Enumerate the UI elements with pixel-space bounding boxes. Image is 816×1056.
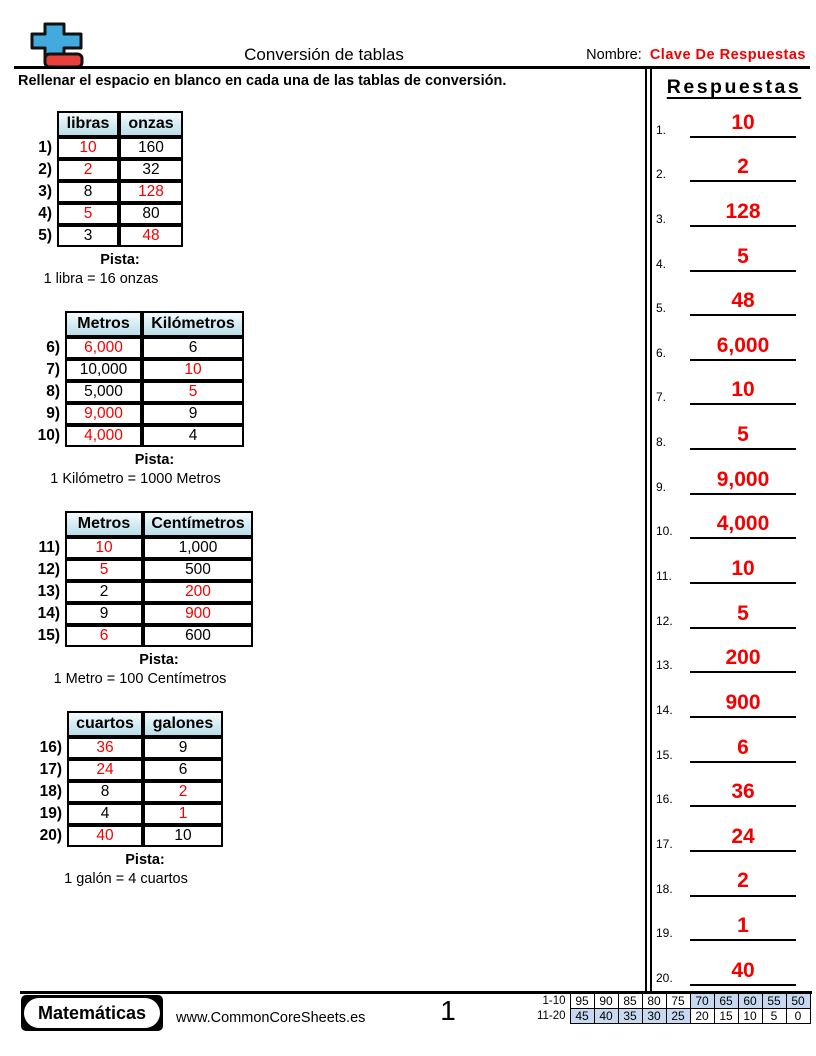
answer-number: 10. <box>656 524 673 539</box>
table-cell-left: 9,000 <box>65 403 142 425</box>
table-row <box>19 181 183 203</box>
hint-label: Pista: <box>100 252 140 268</box>
score-table <box>530 993 811 1024</box>
answer-number: 5. <box>656 301 667 316</box>
answer-value: 128 <box>690 201 796 227</box>
conversion-table <box>29 711 223 887</box>
name-value: Clave De Respuestas <box>649 47 806 63</box>
hint-text: 1 Kilómetro = 1000 Metros <box>50 471 221 487</box>
score-cell: 90 <box>594 994 618 1009</box>
brand-badge <box>21 995 163 1031</box>
conversion-table-grid <box>27 311 244 447</box>
table-row <box>27 581 253 603</box>
site-url: www.CommonCoreSheets.es <box>176 1010 366 1026</box>
score-cell: 30 <box>642 1009 666 1024</box>
row-number: 7) <box>46 361 60 378</box>
table-cell-left: 10 <box>57 137 119 159</box>
answer-row <box>656 495 796 540</box>
page-number: 1 <box>440 995 456 1026</box>
row-number: 5) <box>38 227 52 244</box>
table-cell-left: 9 <box>65 603 143 625</box>
table-cell-left: 3 <box>57 225 119 247</box>
answer-row <box>656 941 796 986</box>
table-cell-right: 4 <box>142 425 244 447</box>
row-number: 12) <box>37 561 60 578</box>
answer-row <box>656 763 796 808</box>
row-number: 20) <box>39 827 62 844</box>
row-number: 11) <box>38 539 60 556</box>
answers-list <box>656 93 796 986</box>
table-header-row <box>27 511 253 537</box>
table-cell-right: 5 <box>142 381 244 403</box>
score-cell: 20 <box>690 1009 714 1024</box>
table-row <box>19 225 183 247</box>
table-cell-left: 6,000 <box>65 337 142 359</box>
table-header-row <box>27 311 244 337</box>
answer-value: 6,000 <box>690 335 796 361</box>
row-number: 17) <box>39 761 62 778</box>
row-number: 15) <box>37 627 60 644</box>
column-header-left: libras <box>57 111 119 137</box>
answer-row <box>656 807 796 852</box>
answer-value: 1 <box>690 915 796 941</box>
answer-number: 11. <box>656 569 672 584</box>
score-cell: 55 <box>762 994 786 1009</box>
answer-number: 7. <box>656 390 667 405</box>
table-cell-left: 10 <box>65 537 143 559</box>
table-cell-right: 9 <box>143 737 223 759</box>
table-cell-right: 80 <box>119 203 183 225</box>
header-spacer <box>29 711 67 737</box>
row-number: 9) <box>46 405 60 422</box>
table-cell-left: 6 <box>65 625 143 647</box>
answer-row <box>656 405 796 450</box>
header-spacer <box>27 311 65 337</box>
score-cell: 25 <box>666 1009 690 1024</box>
row-number: 1) <box>38 139 52 156</box>
table-cell-left: 2 <box>65 581 143 603</box>
answer-row <box>656 897 796 942</box>
table-row <box>29 759 223 781</box>
table-cell-left: 8 <box>57 181 119 203</box>
table-cell-right: 6 <box>143 759 223 781</box>
table-cell-right: 500 <box>143 559 253 581</box>
table-row <box>29 781 223 803</box>
answer-value: 5 <box>690 246 796 272</box>
hint-label: Pista: <box>139 652 179 668</box>
answer-value: 900 <box>690 692 796 718</box>
score-row-label: 11-20 <box>536 1010 566 1022</box>
score-cell: 15 <box>714 1009 738 1024</box>
column-header-right: galones <box>143 711 223 737</box>
answer-number: 9. <box>656 479 667 494</box>
answer-row <box>656 852 796 897</box>
answer-value: 10 <box>690 558 796 584</box>
answer-number: 4. <box>656 256 667 271</box>
answer-number: 18. <box>656 881 673 896</box>
conversion-table <box>27 511 253 687</box>
table-row <box>19 203 183 225</box>
table-row <box>27 603 253 625</box>
column-header-left: Metros <box>65 511 143 537</box>
table-row <box>27 337 244 359</box>
conversion-table-grid <box>19 111 183 247</box>
score-row <box>530 1009 810 1024</box>
answer-row <box>656 93 796 138</box>
table-header-row <box>29 711 223 737</box>
column-header-right: onzas <box>119 111 183 137</box>
answer-value: 40 <box>690 960 796 986</box>
answer-value: 2 <box>690 870 796 896</box>
table-cell-right: 2 <box>143 781 223 803</box>
conversion-table <box>27 311 244 487</box>
row-number: 14) <box>37 605 60 622</box>
answer-number: 16. <box>656 792 673 807</box>
answers-title: Respuestas <box>666 76 802 98</box>
answer-value: 4,000 <box>690 513 796 539</box>
answer-row <box>656 673 796 718</box>
table-cell-left: 5 <box>65 559 143 581</box>
answer-value: 5 <box>690 603 796 629</box>
conversion-table <box>19 111 183 287</box>
answers-divider <box>645 69 652 993</box>
score-cell: 40 <box>594 1009 618 1024</box>
header-spacer <box>19 111 57 137</box>
table-cell-right: 6 <box>142 337 244 359</box>
answer-value: 10 <box>690 379 796 405</box>
answer-number: 13. <box>656 658 673 673</box>
answer-row <box>656 182 796 227</box>
table-row <box>29 803 223 825</box>
name-label: Nombre: <box>586 47 642 63</box>
score-cell: 5 <box>762 1009 786 1024</box>
answer-row <box>656 361 796 406</box>
table-header-row <box>19 111 183 137</box>
score-cell: 95 <box>570 994 594 1009</box>
table-row <box>19 159 183 181</box>
column-header-right: Kilómetros <box>142 311 244 337</box>
table-cell-left: 24 <box>67 759 143 781</box>
score-cell: 10 <box>738 1009 762 1024</box>
table-row <box>27 625 253 647</box>
row-number: 10) <box>37 427 60 444</box>
table-cell-right: 10 <box>142 359 244 381</box>
conversion-table-grid <box>29 711 223 847</box>
table-cell-right: 1 <box>143 803 223 825</box>
conversion-table-grid <box>27 511 253 647</box>
row-number: 13) <box>37 583 60 600</box>
answer-number: 6. <box>656 345 667 360</box>
score-cell: 75 <box>666 994 690 1009</box>
answer-value: 10 <box>690 112 796 138</box>
answer-number: 20. <box>656 970 673 985</box>
table-row <box>27 381 244 403</box>
answer-number: 14. <box>656 702 673 717</box>
table-cell-left: 5 <box>57 203 119 225</box>
table-cell-right: 9 <box>142 403 244 425</box>
hint-text: 1 galón = 4 cuartos <box>64 871 188 887</box>
answer-row <box>656 539 796 584</box>
column-header-left: Metros <box>65 311 142 337</box>
table-row <box>27 537 253 559</box>
answer-value: 5 <box>690 424 796 450</box>
answer-value: 24 <box>690 826 796 852</box>
answer-number: 1. <box>656 122 667 137</box>
table-cell-right: 200 <box>143 581 253 603</box>
table-row <box>27 425 244 447</box>
row-number: 4) <box>38 205 52 222</box>
answer-row <box>656 450 796 495</box>
row-number: 3) <box>38 183 52 200</box>
table-cell-left: 4,000 <box>65 425 142 447</box>
score-grid <box>530 993 811 1024</box>
answer-value: 200 <box>690 647 796 673</box>
answer-value: 9,000 <box>690 469 796 495</box>
table-row <box>29 737 223 759</box>
table-row <box>27 403 244 425</box>
instruction-text: Rellenar el espacio en blanco en cada una de las tablas de conversión. <box>18 73 507 89</box>
answers-panel <box>652 69 816 992</box>
answer-value: 2 <box>690 156 796 182</box>
answer-number: 2. <box>656 167 667 182</box>
page-title: Conversión de tablas <box>244 45 404 64</box>
row-number: 16) <box>39 739 62 756</box>
answer-number: 8. <box>656 435 667 450</box>
answer-number: 12. <box>656 613 673 628</box>
column-header-right: Centímetros <box>143 511 253 537</box>
table-row <box>19 137 183 159</box>
answer-number: 15. <box>656 747 673 762</box>
table-row <box>27 359 244 381</box>
row-number: 18) <box>39 783 62 800</box>
table-cell-left: 40 <box>67 825 143 847</box>
header-spacer <box>27 511 65 537</box>
row-number: 8) <box>46 383 60 400</box>
column-header-left: cuartos <box>67 711 143 737</box>
answer-row <box>656 718 796 763</box>
answer-row <box>656 138 796 183</box>
hint-label: Pista: <box>134 452 175 468</box>
score-cell: 85 <box>618 994 642 1009</box>
table-cell-right: 48 <box>119 225 183 247</box>
hint-label: Pista: <box>125 852 165 868</box>
answer-value: 6 <box>690 737 796 763</box>
hint-text: 1 libra = 16 onzas <box>43 271 159 287</box>
answer-number: 3. <box>656 211 667 226</box>
table-cell-left: 36 <box>67 737 143 759</box>
hint-text: 1 Metro = 100 Centímetros <box>53 671 227 687</box>
table-cell-right: 160 <box>119 137 183 159</box>
table-cell-left: 2 <box>57 159 119 181</box>
score-cell: 70 <box>690 994 714 1009</box>
score-row-label: 1-10 <box>542 995 566 1007</box>
table-cell-left: 4 <box>67 803 143 825</box>
score-cell: 60 <box>738 994 762 1009</box>
answer-number: 19. <box>656 926 673 941</box>
score-cell: 0 <box>786 1009 810 1024</box>
table-cell-right: 32 <box>119 159 183 181</box>
table-cell-right: 128 <box>119 181 183 203</box>
table-cell-left: 8 <box>67 781 143 803</box>
table-cell-right: 1,000 <box>143 537 253 559</box>
brand-name: Matemáticas <box>24 998 160 1028</box>
row-number: 19) <box>39 805 62 822</box>
answer-row <box>656 316 796 361</box>
score-cell: 35 <box>618 1009 642 1024</box>
table-cell-right: 900 <box>143 603 253 625</box>
answer-row <box>656 629 796 674</box>
answer-row <box>656 584 796 629</box>
table-cell-left: 5,000 <box>65 381 142 403</box>
score-cell: 80 <box>642 994 666 1009</box>
table-cell-left: 10,000 <box>65 359 142 381</box>
table-row <box>27 559 253 581</box>
table-row <box>29 825 223 847</box>
score-row <box>530 994 810 1009</box>
answer-row <box>656 227 796 272</box>
answer-value: 36 <box>690 781 796 807</box>
answer-number: 17. <box>656 836 673 851</box>
score-cell: 50 <box>786 994 810 1009</box>
score-cell: 65 <box>714 994 738 1009</box>
row-number: 6) <box>46 339 60 356</box>
table-cell-right: 10 <box>143 825 223 847</box>
answer-row <box>656 272 796 317</box>
row-number: 2) <box>38 161 52 178</box>
answer-value: 48 <box>690 290 796 316</box>
table-cell-right: 600 <box>143 625 253 647</box>
score-cell: 45 <box>570 1009 594 1024</box>
